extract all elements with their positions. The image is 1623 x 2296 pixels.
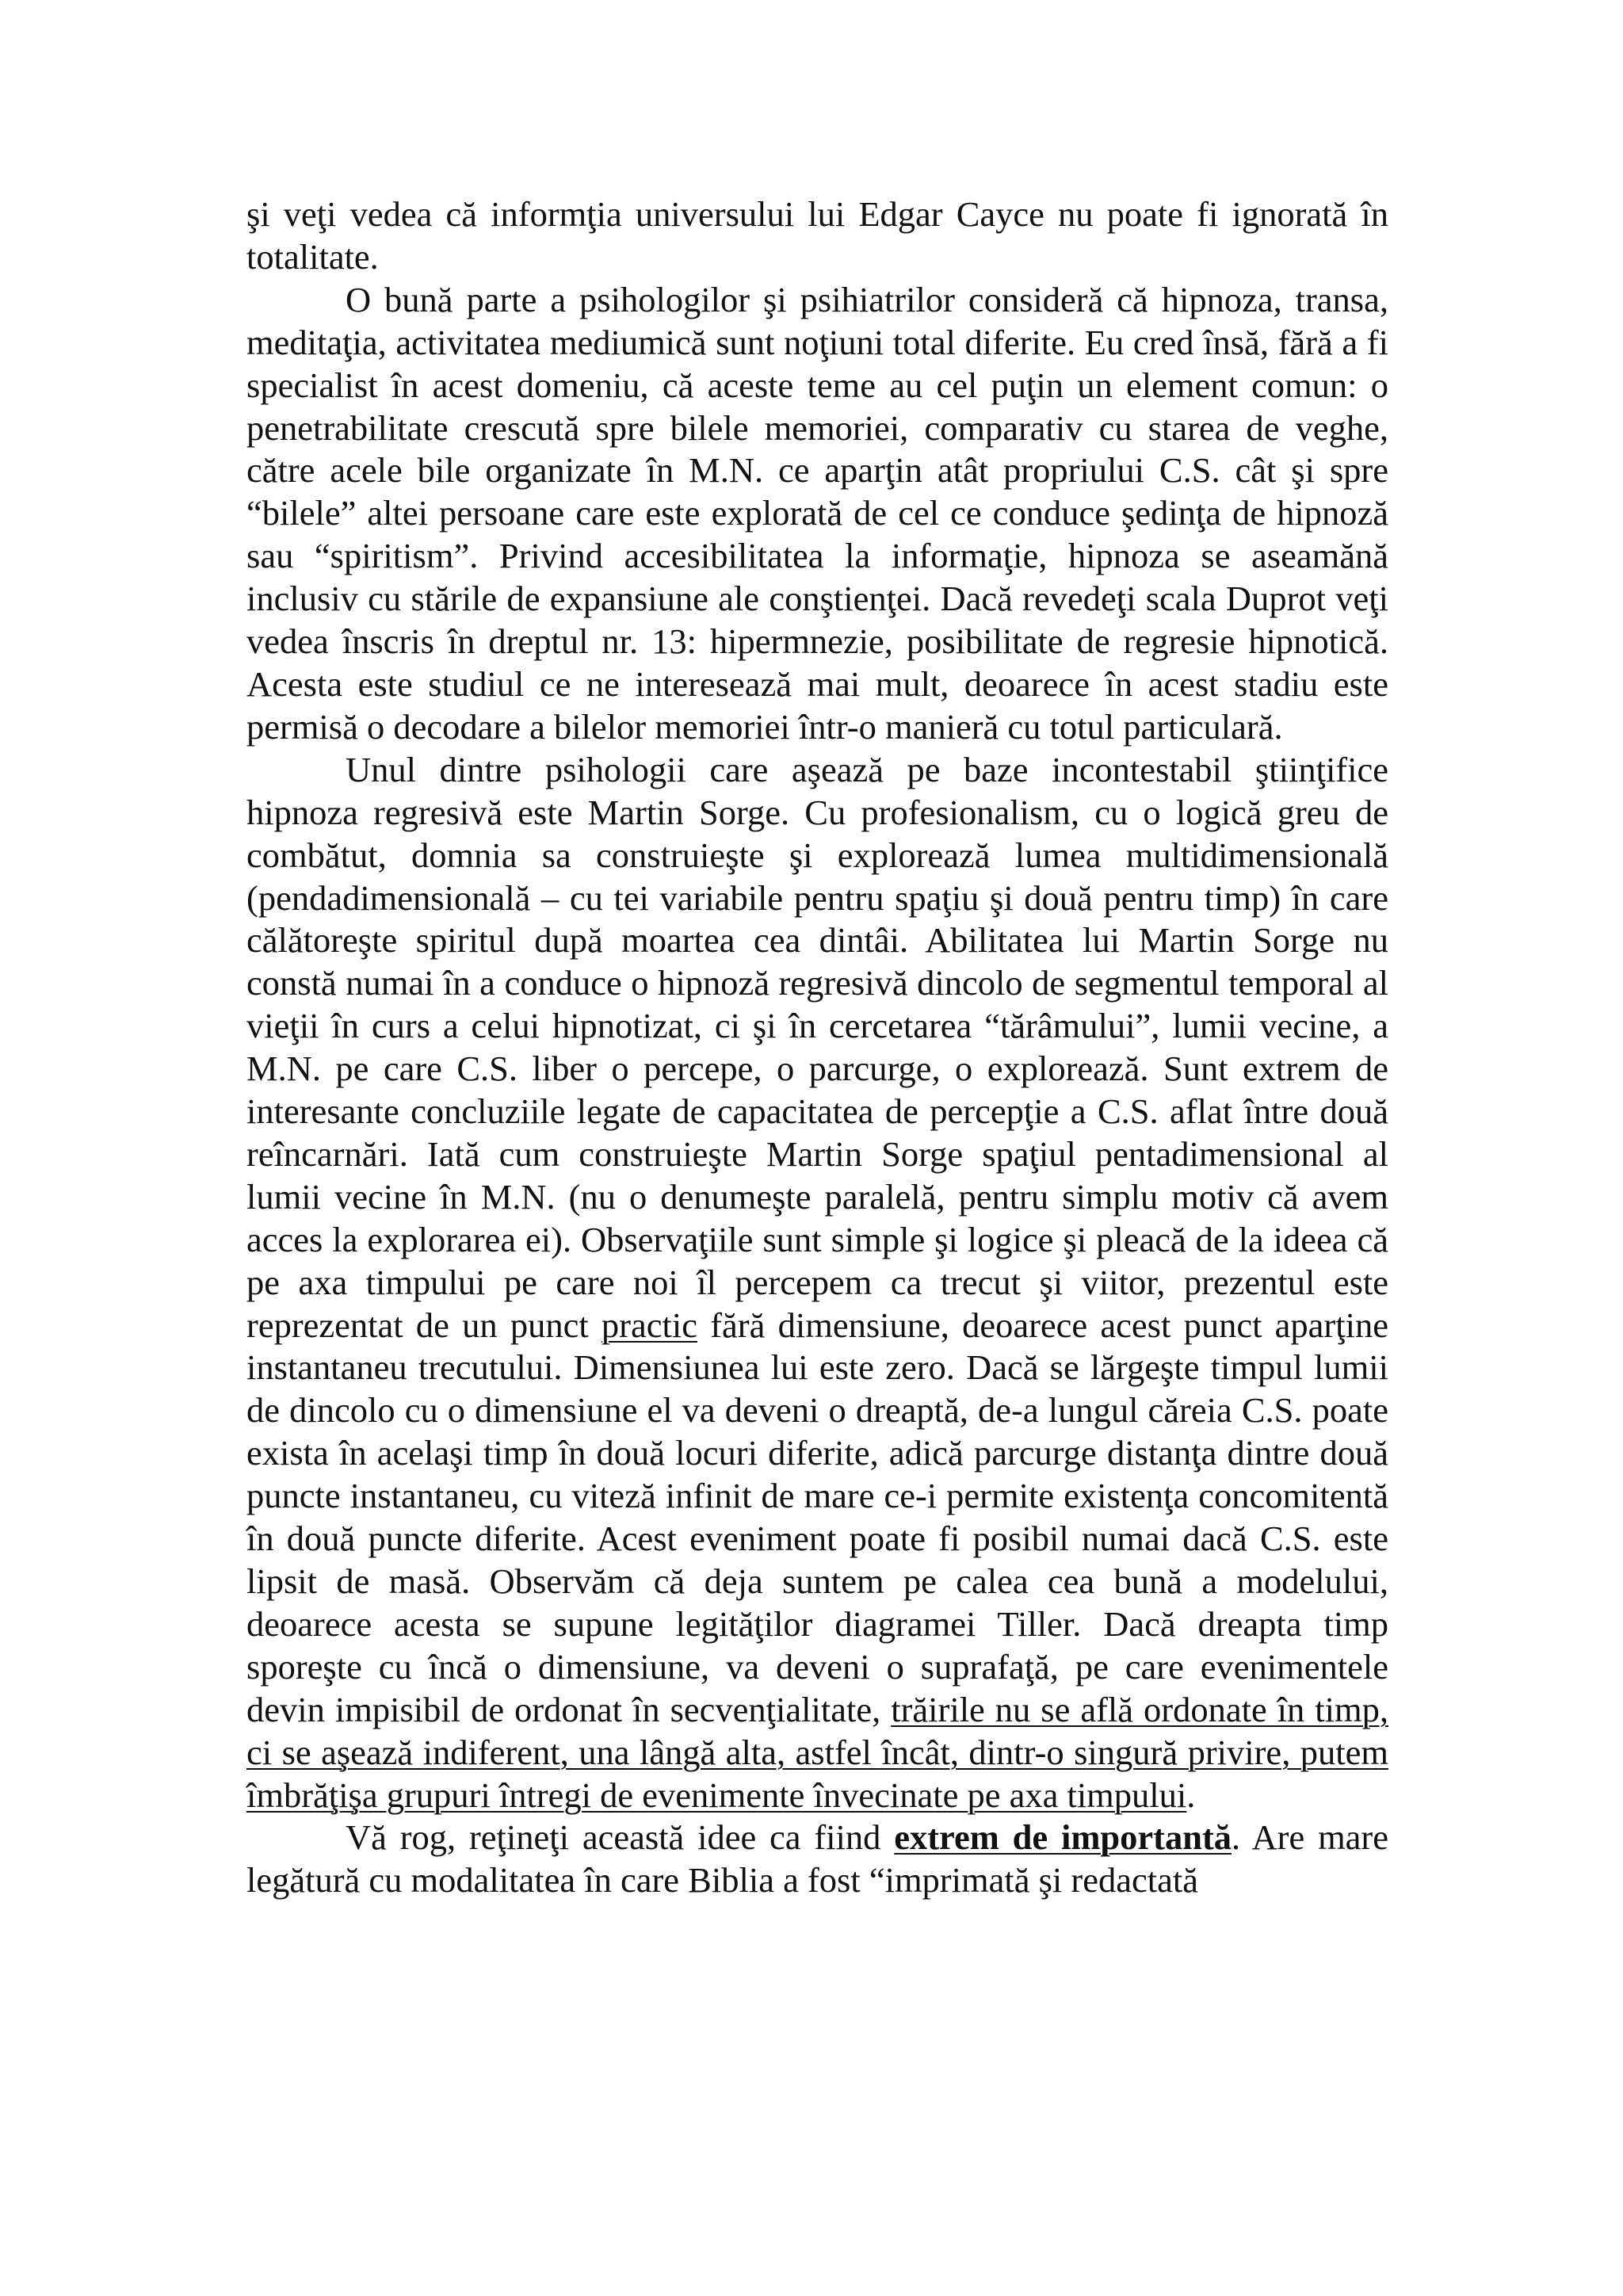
paragraph-continuation — [246, 193, 1388, 279]
text-segment: şi veţi vedea că informţia universului lui Edgar Cayce nu poate fi ignorată în totalitate. — [246, 194, 1388, 277]
underlined-text: trăirile nu se află ordonate în timp, ci se aşează indiferent, una lângă alta, astfel încât, dintr-o singură privire, putem îmbrăţişa grupuri întregi de evenimente învecinate pe axa timpului — [246, 1689, 1388, 1815]
paragraph-martin-sorge — [246, 749, 1388, 1817]
underlined-text: practic — [601, 1305, 697, 1345]
text-segment: . — [1186, 1775, 1196, 1815]
bold-underlined-text: extrem de importantă — [894, 1817, 1232, 1858]
text-segment: Unul dintre psihologii care aşează pe baze incontestabil ştiinţifice hipnoza regresivă este Martin Sorge. Cu profesionalism, cu o logică greu de combătut, domnia sa construieşte şi explorează lumea multidimensională (pendadimensională – cu tei variabile pentru spaţiu şi două pentru timp) în care călătoreşte spiritul după moartea cea dintâi. Abilitatea lui Martin Sorge nu constă numai în a conduce o hipnoză regresivă dincolo de segmentul temporal al vieţii în curs a celui hipnotizat, ci şi în cercetarea “tărâmului”, lumii vecine, a M.N. pe care C.S. liber o percepe, o parcurge, o explorează. Sunt extrem de interesante concluziile legate de capacitatea de percepţie a C.S. aflat între două reîncarnări. Iată cum construieşte Martin Sorge spaţiul pentadimensional al lumii vecine în M.N. (nu o denumeşte paralelă, pentru simplu motiv că avem acces la explorarea ei). Observaţiile sunt simple şi logice şi pleacă de la ideea că pe axa timpului pe care noi îl percepem ca trecut şi viitor, prezentul este reprezentat de un punct — [246, 749, 1388, 1345]
paragraph-hypnosis-intro — [246, 279, 1388, 749]
body-text — [246, 193, 1388, 1902]
text-segment: Vă rog, reţineţi această idee ca fiind — [346, 1817, 895, 1858]
paragraph-important-idea — [246, 1817, 1388, 1902]
text-segment: O bună parte a psihologilor şi psihiatrilor consideră că hipnoza, transa, meditaţia, activitatea mediumică sunt noţiuni total diferite. Eu cred însă, fără a fi specialist în acest domeniu, că aceste teme au cel puţin un element comun: o penetrabilitate crescută spre bilele memoriei, comparativ cu starea de veghe, către acele bile organizate în M.N. ce aparţin atât propriului C.S. cât şi spre “bilele” altei persoane care este explorată de cel ce conduce şedinţa de hipnoză sau “spiritism”. Privind accesibilitatea la informaţie, hipnoza se aseamănă inclusiv cu stările de expansiune ale conştienţei. Dacă revedeţi scala Duprot veţi vedea înscris în dreptul nr. 13: hipermnezie, posibilitate de regresie hipnotică. Acesta este studiul ce ne interesează mai mult, deoarece în acest stadiu este permisă o decodare a bilelor memoriei într-o manieră cu totul particulară. — [246, 279, 1388, 747]
text-segment: fără dimensiune, deoarece acest punct aparţine instantaneu trecutului. Dimensiunea lui este zero. Dacă se lărgeşte timpul lumii de dincolo cu o dimensiune el va deveni o dreaptă, de-a lungul căreia C.S. poate exista în acelaşi timp în două locuri diferite, adică parcurge distanţa dintre două puncte instantaneu, cu viteză infinit de mare ce-i permite existenţa concomitentă în două puncte diferite. Acest eveniment poate fi posibil numai dacă C.S. este lipsit de masă. Observăm că deja suntem pe calea cea bună a modelului, deoarece acesta se supune legităţilor diagramei Tiller. Dacă dreapta timp sporeşte cu încă o dimensiune, va deveni o suprafaţă, pe care evenimentele devin impisibil de ordonat în secvenţialitate, — [246, 1305, 1388, 1729]
text-segment: . Are mare legătură cu modalitatea în care Biblia a fost “imprimată şi redactată — [246, 1817, 1389, 1901]
